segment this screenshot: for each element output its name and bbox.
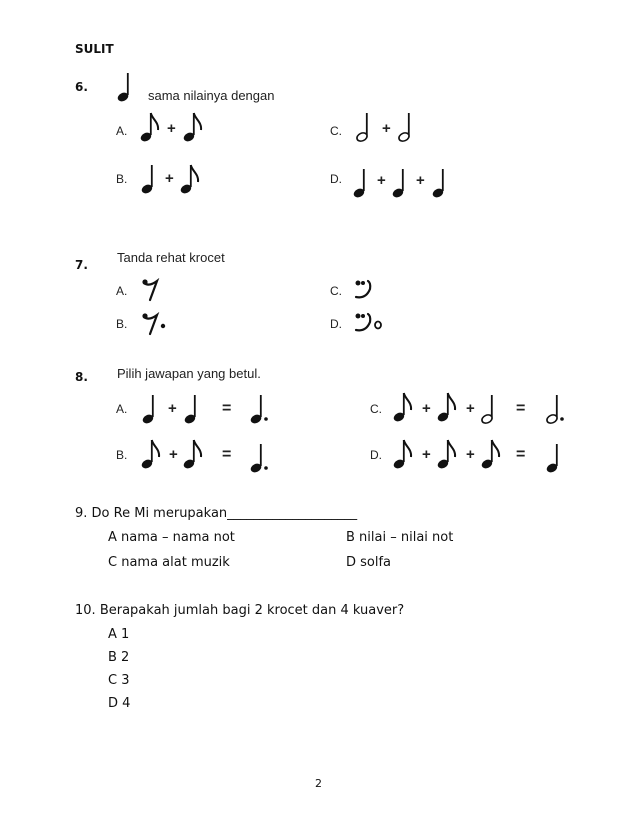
q7-option-d-label[interactable]: D.: [330, 317, 342, 331]
q6-b-quaver-icon: [180, 165, 202, 195]
q8-a-dotted-crotchet-icon: [250, 395, 274, 425]
q8-option-b-label[interactable]: B.: [116, 448, 128, 462]
q6-c-minim2-icon: [398, 113, 418, 143]
q7-d-dotted-crotchet-rest-icon: [352, 310, 384, 336]
q8-number: 8.: [75, 370, 88, 384]
q8-d-quaver3-icon: [481, 440, 503, 470]
q6-option-b-label[interactable]: B.: [116, 172, 128, 186]
q9-option-b[interactable]: B nilai – nilai not: [346, 530, 454, 545]
q8-option-a-label[interactable]: A.: [116, 402, 128, 416]
q8-a-crotchet2-icon: [184, 395, 204, 425]
q6-b-plus: +: [165, 170, 174, 187]
q8-d-quaver2-icon: [437, 440, 459, 470]
q8-c-quaver2-icon: [437, 393, 459, 423]
q6-c-plus: +: [382, 120, 391, 137]
q6-a-quaver2-icon: [183, 113, 205, 143]
q10-option-b[interactable]: B 2: [108, 650, 130, 665]
q8-b-equals: =: [222, 446, 232, 463]
q9-option-a[interactable]: A nama – nama not: [108, 530, 235, 545]
q6-d-crotchet3-icon: [432, 169, 452, 199]
q7-stem: Tanda rehat krocet: [117, 250, 225, 265]
q8-a-equals: =: [222, 400, 232, 417]
q6-option-a-label[interactable]: A.: [116, 124, 128, 138]
q7-option-c-label[interactable]: C.: [330, 284, 342, 298]
q6-d-plus2: +: [416, 172, 425, 189]
q6-option-c-label[interactable]: C.: [330, 124, 342, 138]
q8-d-crotchet-icon: [546, 444, 566, 474]
q6-a-plus: +: [167, 120, 176, 137]
q9-option-c[interactable]: C nama alat muzik: [108, 555, 230, 570]
q7-c-crotchet-rest-icon: [352, 277, 376, 303]
q6-d-crotchet-icon: [353, 169, 373, 199]
q9-option-d[interactable]: D solfa: [346, 555, 392, 570]
q9-number: 9.: [75, 506, 88, 521]
q10-option-a[interactable]: A 1: [108, 627, 130, 642]
q7-a-quaver-rest-icon: [141, 278, 161, 302]
q8-option-c-label[interactable]: C.: [370, 402, 382, 416]
q10-stem: Berapakah jumlah bagi 2 krocet dan 4 kuaver?: [99, 603, 405, 618]
q7-number: 7.: [75, 258, 88, 272]
q10-option-c[interactable]: C 3: [108, 673, 130, 688]
q7-option-b-label[interactable]: B.: [116, 317, 128, 331]
q6-option-d-label[interactable]: D.: [330, 172, 342, 186]
q6-number: 6.: [75, 80, 88, 94]
q9-line: [75, 506, 357, 521]
q8-d-quaver-icon: [393, 440, 415, 470]
q10-option-d[interactable]: D 4: [108, 696, 131, 711]
q8-c-plus2: +: [466, 400, 475, 417]
q8-option-d-label[interactable]: D.: [370, 448, 382, 462]
q6-stem-crotchet-icon: [117, 73, 137, 103]
q8-a-crotchet-icon: [142, 395, 162, 425]
q8-stem: Pilih jawapan yang betul.: [117, 366, 261, 381]
q6-c-minim-icon: [356, 113, 376, 143]
q10-line: [75, 603, 404, 618]
q6-a-quaver-icon: [140, 113, 162, 143]
q9-stem: Do Re Mi merupakan: [91, 506, 228, 521]
q8-a-plus: +: [168, 400, 177, 417]
q8-b-dotted-crotchet-icon: [250, 444, 274, 474]
q8-c-plus1: +: [422, 400, 431, 417]
q10-number: 10.: [75, 603, 96, 618]
q9-blank[interactable]: ____________________: [227, 506, 358, 521]
q8-d-equals: =: [516, 446, 526, 463]
q8-b-quaver-icon: [141, 440, 163, 470]
q8-c-equals: =: [516, 400, 526, 417]
page-number: 2: [315, 777, 322, 790]
q6-stem: sama nilainya dengan: [148, 88, 275, 103]
q7-b-dotted-quaver-rest-icon: [141, 312, 169, 336]
q7-option-a-label[interactable]: A.: [116, 284, 128, 298]
q8-c-minim-icon: [481, 395, 501, 425]
q8-c-dotted-minim-icon: [546, 395, 570, 425]
q6-d-plus1: +: [377, 172, 386, 189]
q8-d-plus1: +: [422, 446, 431, 463]
q8-b-plus: +: [169, 446, 178, 463]
q8-c-quaver-icon: [393, 393, 415, 423]
q6-d-crotchet2-icon: [392, 169, 412, 199]
q6-b-crotchet-icon: [141, 165, 161, 195]
q8-b-quaver2-icon: [183, 440, 205, 470]
header-sulit: SULIT: [75, 42, 114, 56]
q8-d-plus2: +: [466, 446, 475, 463]
